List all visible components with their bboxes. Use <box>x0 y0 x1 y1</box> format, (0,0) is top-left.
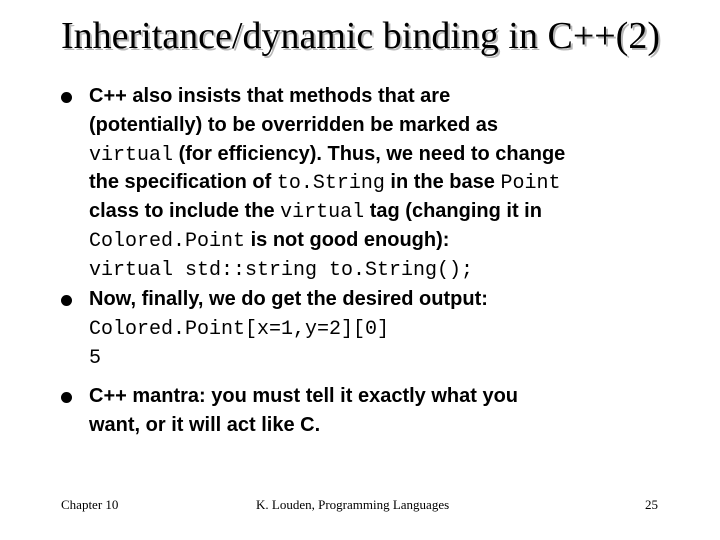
code-text: virtual <box>89 144 174 167</box>
body-text: (potentially) to be overridden be marked as <box>89 114 498 136</box>
body-text: Now, finally, we do get the desired output: <box>89 288 488 310</box>
bullet-1-line <box>89 255 473 285</box>
footer-course: K. Louden, Programming Languages <box>256 497 450 512</box>
bullet-1-line <box>89 111 498 140</box>
bullet-3-line <box>89 382 518 411</box>
body-text: class to include the <box>89 200 281 222</box>
bullet-icon <box>61 92 72 103</box>
body-text: want, or it will act like C. <box>89 414 321 436</box>
code-text: Colored.Point <box>89 230 246 253</box>
body-text: in the base <box>384 171 501 193</box>
bullet-2-line <box>89 285 488 314</box>
slide-title: Inheritance/dynamic binding in C++(2) <box>61 15 660 57</box>
code-text: 5 <box>89 347 102 370</box>
body-text: (for efficiency). Thus, we need to change <box>173 143 566 165</box>
code-text: Colored.Point[x=1,y=2][0] <box>89 318 390 341</box>
bullet-1-line <box>89 168 560 198</box>
body-text: tag (changing it in <box>364 200 542 222</box>
body-text: is not good enough): <box>245 229 450 251</box>
body-text: the specification of <box>89 171 277 193</box>
bullet-icon <box>61 392 72 403</box>
code-text: Point <box>500 172 561 195</box>
bullet-1-line <box>89 82 450 111</box>
bullet-icon <box>61 295 72 306</box>
code-text: virtual <box>280 201 365 224</box>
bullet-1-line <box>89 226 449 256</box>
bullet-1-line <box>89 197 542 227</box>
bullet-2-line <box>89 343 101 373</box>
footer-page-number: 25 <box>645 497 658 512</box>
bullet-3-line <box>89 411 320 440</box>
footer-chapter: Chapter 10 <box>61 497 119 512</box>
body-text: C++ also insists that methods that are <box>89 85 451 107</box>
bullet-2-line <box>89 314 389 344</box>
code-text: virtual std::string to.String(); <box>89 259 474 282</box>
body-text: C++ mantra: you must tell it exactly what you <box>89 385 519 407</box>
bullet-1-line <box>89 140 565 170</box>
code-text: to.String <box>276 172 385 195</box>
